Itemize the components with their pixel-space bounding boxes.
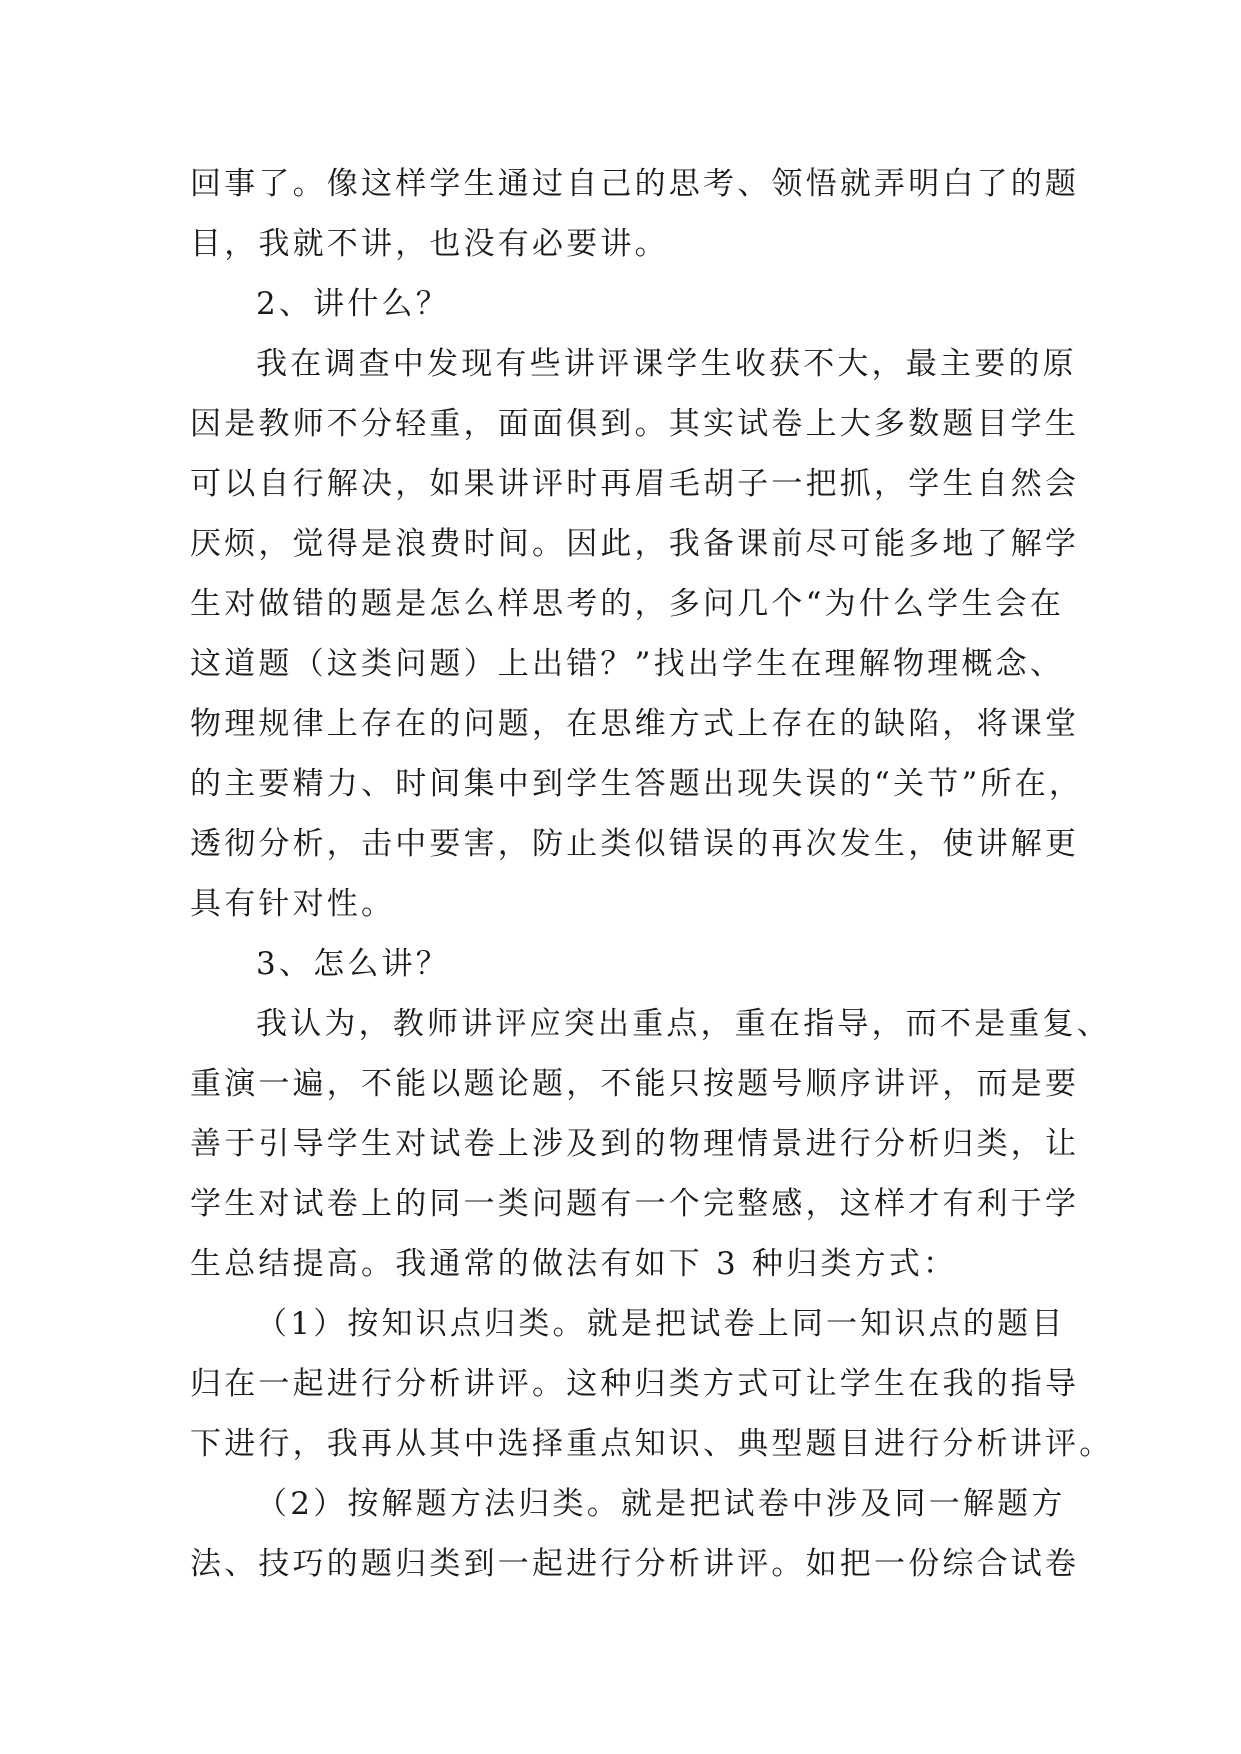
text-line: 归在一起进行分析讲评。这种归类方式可让学生在我的指导 [190, 1366, 1080, 1402]
text-line: 物理规律上存在的问题，在思维方式上存在的缺陷，将课堂 [190, 706, 1080, 742]
text-line: 具有针对性。 [190, 886, 396, 922]
text-line: 回事了。像这样学生通过自己的思考、领悟就弄明白了的题 [190, 166, 1080, 202]
text-line: 目，我就不讲，也没有必要讲。 [190, 226, 669, 262]
text-line: 学生对试卷上的同一类问题有一个完整感，这样才有利于学 [190, 1186, 1080, 1222]
text-line: 我认为，教师讲评应突出重点，重在指导，而不是重复、 [256, 1006, 1111, 1042]
text-line: （2）按解题方法归类。就是把试卷中涉及同一解题方 [256, 1486, 1066, 1522]
text-line: 生总结提高。我通常的做法有如下 3 种归类方式： [190, 1246, 958, 1282]
section-heading: 3、怎么讲？ [256, 946, 450, 982]
section-heading: 2、讲什么？ [256, 286, 450, 322]
text-line: 透彻分析，击中要害，防止类似错误的再次发生，使讲解更 [190, 826, 1080, 862]
text-line: 生对做错的题是怎么样思考的，多问几个“为什么学生会在 [190, 586, 1065, 622]
text-line: 下进行，我再从其中选择重点知识、典型题目进行分析讲评。 [190, 1426, 1114, 1462]
text-line: 因是教师不分轻重，面面俱到。其实试卷上大多数题目学生 [190, 406, 1080, 442]
text-line: 的主要精力、时间集中到学生答题出现失误的“关节”所在， [190, 766, 1084, 802]
text-line: 厌烦，觉得是浪费时间。因此，我备课前尽可能多地了解学 [190, 526, 1080, 562]
text-line: 可以自行解决，如果讲评时再眉毛胡子一把抓，学生自然会 [190, 466, 1080, 502]
text-line: 重演一遍，不能以题论题，不能只按题号顺序讲评，而是要 [190, 1066, 1080, 1102]
text-line: 我在调查中发现有些讲评课学生收获不大，最主要的原 [256, 346, 1077, 382]
text-line: 法、技巧的题归类到一起进行分析讲评。如把一份综合试卷 [190, 1546, 1080, 1582]
text-line: 这道题（这类问题）上出错？”找出学生在理解物理概念、 [190, 646, 1065, 682]
text-line: 善于引导学生对试卷上涉及到的物理情景进行分析归类，让 [190, 1126, 1080, 1162]
text-line: （1）按知识点归类。就是把试卷上同一知识点的题目 [256, 1306, 1066, 1342]
